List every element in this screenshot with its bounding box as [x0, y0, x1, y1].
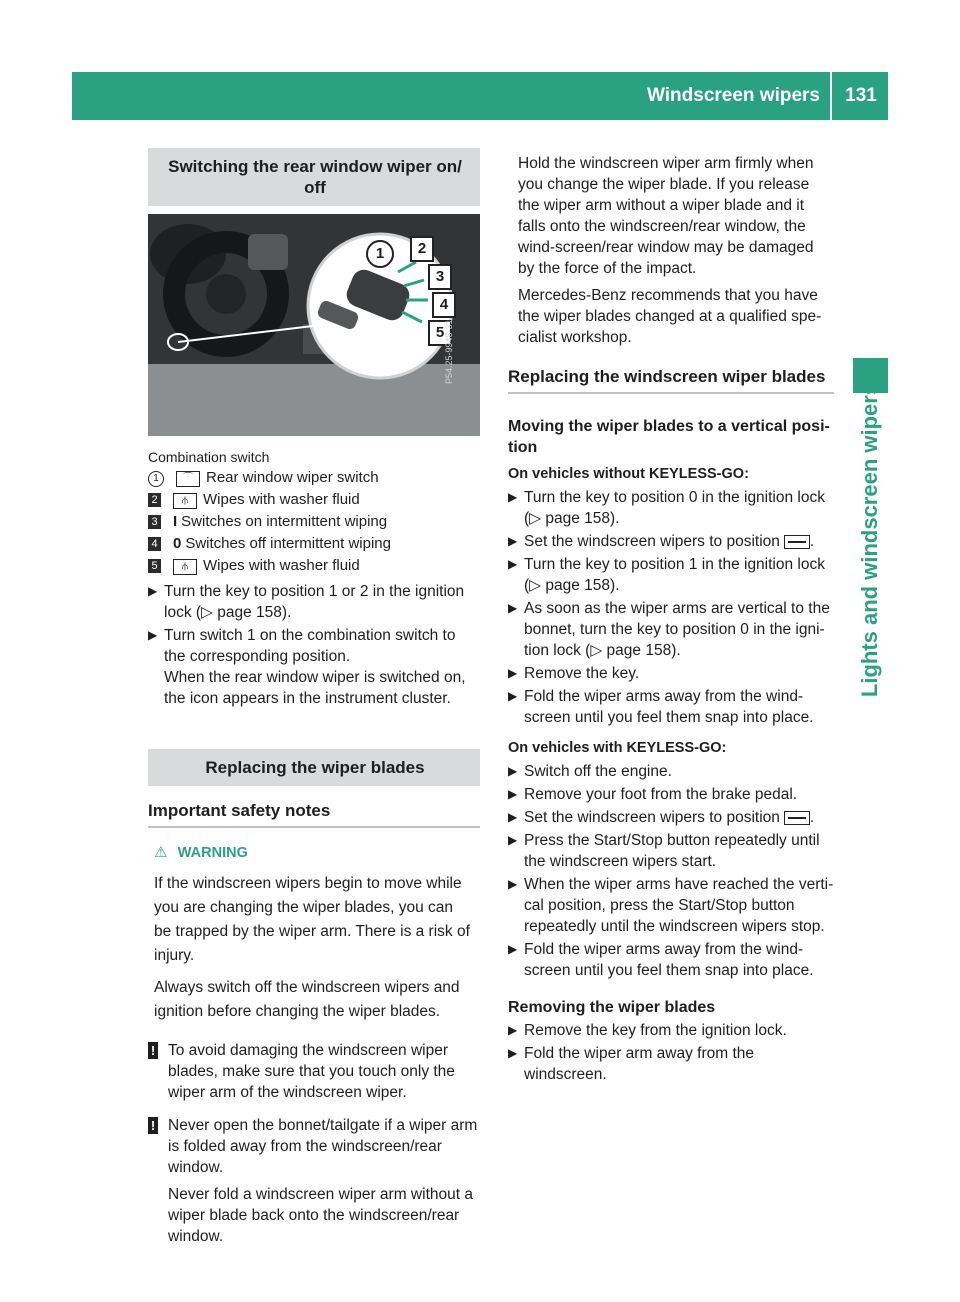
arrow-icon: ▶ — [508, 833, 518, 847]
washer-icon: ⫛ — [173, 493, 197, 509]
arrow-icon: ▶ — [508, 666, 518, 680]
arrow-icon: ▶ — [508, 557, 518, 571]
step-item: ▶ Set the windscreen wipers to position . — [508, 809, 815, 826]
arrow-icon: ▶ — [148, 628, 158, 642]
heading-safety-notes: Important safety notes — [148, 800, 480, 828]
header-separator — [830, 72, 832, 120]
heading-removing-blades: Removing the wiper blades — [508, 999, 716, 1016]
legend-item-1 — [148, 467, 480, 489]
legend-number: 3 — [148, 515, 161, 529]
legend-number: 4 — [148, 537, 161, 551]
side-tab-label: Lights and windscreen wipers — [857, 382, 882, 698]
step-item: ▶ Fold the wiper arm away from the windscreen. — [508, 1045, 755, 1083]
step-item: ▶ Turn the key to position 0 in the ignition lock (▷ page 158). — [508, 489, 825, 527]
note-item: ! Never open the bonnet/tailgate if a wiper arm is folded away from the windscreen/rear window. — [148, 1115, 480, 1178]
callout-5: 5 — [428, 320, 452, 346]
arrow-icon: ▶ — [508, 942, 518, 956]
legend-item-5 — [148, 555, 480, 577]
callout-1: 1 — [366, 240, 394, 268]
note-item: ! To avoid damaging the windscreen wiper blades, make sure that you touch only the wiper arm of the windscreen wiper. — [148, 1040, 480, 1103]
step-item: ▶ Remove the key from the ignition lock. — [508, 1022, 787, 1039]
step-item: ▶ Turn switch 1 on the combination switch to the corresponding position. When the rear window wiper is switched on, the icon appears in the instrument cluster. — [148, 627, 466, 707]
step-item: ▶ Press the Start/Stop button repeatedly until the windscreen wipers start. — [508, 832, 820, 870]
callout-4: 4 — [432, 292, 456, 318]
arrow-icon: ▶ — [508, 601, 518, 615]
arrow-icon: ▶ — [508, 534, 518, 548]
heading-replacing-windscreen-blades: Replacing the windscreen wiper blades — [508, 366, 834, 394]
note-continuation: Never fold a windscreen wiper arm without a wiper blade back onto the windscreen/rear window. — [168, 1186, 473, 1245]
step-item: ▶ Turn the key to position 1 in the ignition lock (▷ page 158). — [508, 556, 825, 594]
rear-wiper-icon: ⌒ — [176, 471, 200, 487]
step-note: When the rear window wiper is switched on, the icon appears in the instrument cluster. — [164, 669, 466, 707]
legend-symbol: 0 — [173, 535, 182, 552]
legend-number: 1 — [148, 471, 164, 487]
arrow-icon: ▶ — [508, 787, 518, 801]
washer-icon: ⫛ — [173, 559, 197, 575]
paragraph: Hold the windscreen wiper arm firmly when you change the wiper blade. If you release the wiper arm without a wiper blade and it falls onto the windscreen/rear window, the wind-screen/rear window may be damaged by the force of the impact. — [518, 155, 814, 277]
legend-item-2 — [148, 489, 480, 511]
heading-vertical-position: Moving the wiper blades to a vertical posi-tion — [508, 418, 830, 456]
wiper-off-position-icon — [784, 811, 810, 825]
legend-number: 2 — [148, 493, 161, 507]
step-item: ▶ Fold the wiper arms away from the wind-screen until you feel them snap into place. — [508, 941, 814, 979]
step-item: ▶ Set the windscreen wipers to position . — [508, 533, 815, 550]
step-item: ▶ Remove your foot from the brake pedal. — [508, 786, 798, 803]
arrow-icon: ▶ — [508, 1046, 518, 1060]
warning-text: Always switch off the windscreen wipers and ignition before changing the wiper blades. — [154, 979, 460, 1020]
warning-triangle-icon: ⚠ — [154, 844, 168, 861]
step-item: ▶ Fold the wiper arms away from the wind-screen until you feel them snap into place. — [508, 688, 814, 726]
step-item: ▶ As soon as the wiper arms are vertical to the bonnet, turn the key to position 0 in the igni-tion lock (▷ page 158). — [508, 600, 830, 659]
combination-switch-figure — [148, 214, 480, 436]
step-item: ▶ Remove the key. — [508, 665, 640, 682]
legend-text: Rear window wiper switch — [206, 469, 379, 486]
wiper-off-position-icon — [784, 535, 810, 549]
arrow-icon: ▶ — [508, 490, 518, 504]
arrow-icon: ▶ — [508, 810, 518, 824]
heading-replacing-blades: Replacing the wiper blades — [148, 749, 480, 786]
legend-number: 5 — [148, 559, 161, 573]
callout-2: 2 — [410, 236, 434, 262]
arrow-icon: ▶ — [508, 877, 518, 891]
legend-text: Switches off intermittent wiping — [185, 535, 391, 552]
legend-symbol: I — [173, 513, 178, 530]
warning-box — [148, 828, 480, 1028]
page-number: 131 — [845, 85, 877, 106]
legend-text: Wipes with washer fluid — [203, 491, 360, 508]
legend-text: Switches on intermittent wiping — [181, 513, 388, 530]
left-column — [148, 148, 480, 1247]
heading-rear-wiper: Switching the rear window wiper on/ off — [148, 148, 480, 206]
figure-code: P54.25-9948-31 — [444, 319, 454, 384]
chapter-title: Windscreen wipers — [647, 85, 820, 106]
arrow-icon: ▶ — [508, 689, 518, 703]
label-without-keyless: On vehicles without KEYLESS-GO: — [508, 466, 749, 482]
warning-text: If the windscreen wipers begin to move while you are changing the wiper blades, you can be trapped by the wiper arm. There is a risk of injury. — [154, 875, 470, 964]
warning-title: WARNING — [177, 845, 248, 861]
label-with-keyless: On vehicles with KEYLESS-GO: — [508, 740, 727, 756]
right-column — [508, 153, 834, 1085]
legend-item-3 — [148, 511, 480, 533]
arrow-icon: ▶ — [508, 764, 518, 778]
arrow-icon: ▶ — [148, 584, 158, 598]
step-item: ▶ When the wiper arms have reached the verti-cal position, press the Start/Stop button repeatedly until the windscreen wipers stop. — [508, 876, 834, 935]
legend-item-4 — [148, 533, 480, 555]
callout-3: 3 — [428, 264, 452, 290]
exclamation-icon: ! — [148, 1042, 158, 1059]
paragraph: Mercedes-Benz recommends that you have the wiper blades changed at a qualified spe-cialist workshop. — [518, 287, 822, 346]
figure-caption: Combination switch — [148, 449, 270, 465]
exclamation-icon: ! — [148, 1117, 158, 1134]
arrow-icon: ▶ — [508, 1023, 518, 1037]
legend-text: Wipes with washer fluid — [203, 557, 360, 574]
step-item: ▶ Switch off the engine. — [508, 763, 672, 780]
step-item: ▶ Turn the key to position 1 or 2 in the ignition lock (▷ page 158). — [148, 583, 465, 621]
